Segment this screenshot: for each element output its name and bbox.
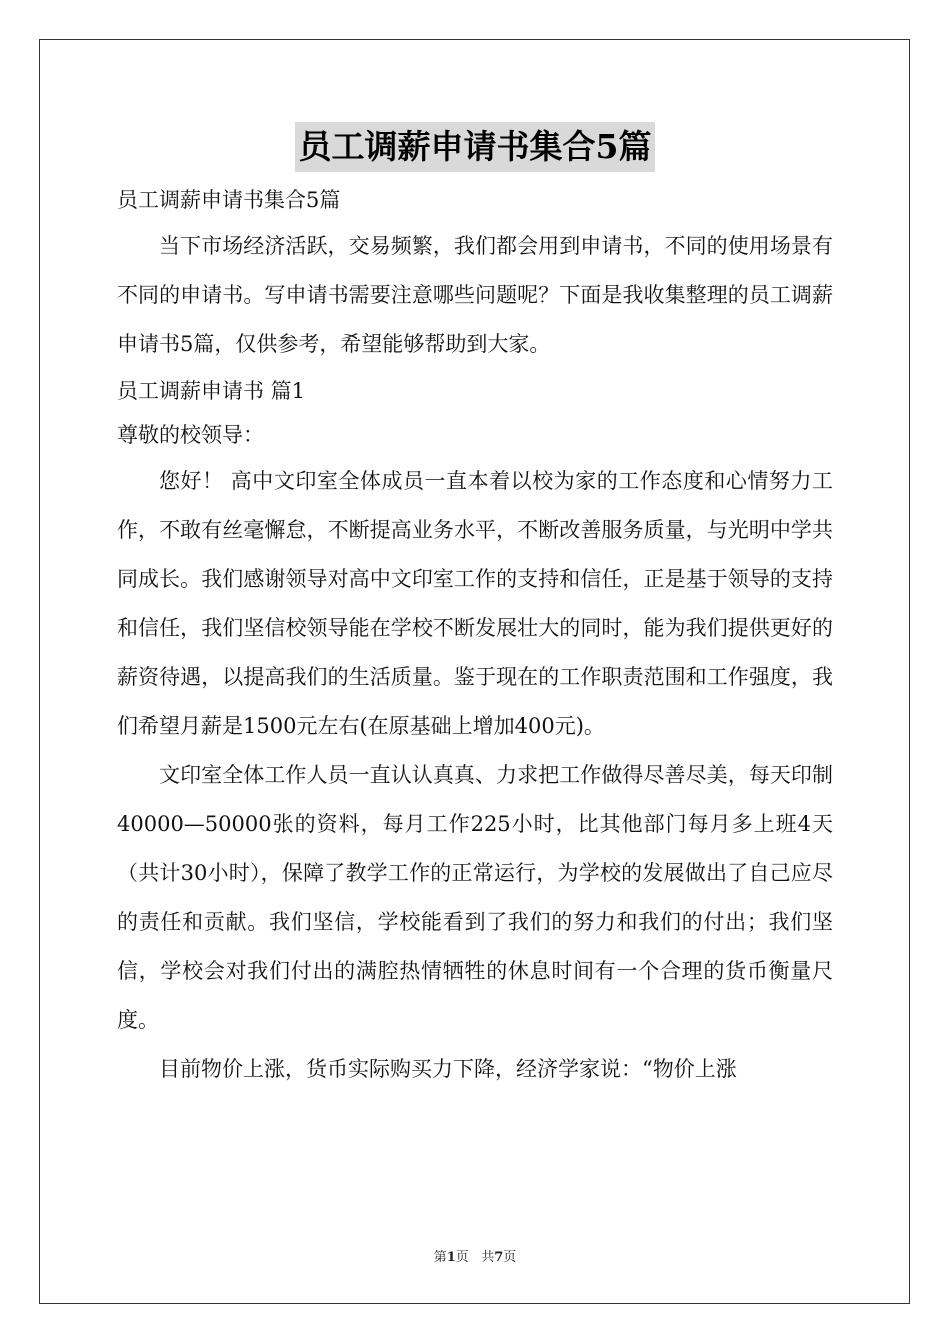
salutation: 尊敬的校领导： xyxy=(117,423,264,447)
document-title: 员工调薪申请书集合5篇 xyxy=(295,122,656,172)
footer-page-suffix: 页 xyxy=(503,1250,517,1265)
footer-page-mid: 页 共 xyxy=(455,1250,495,1265)
body-paragraph-3: 目前物价上涨，货币实际购买力下降，经济学家说：“物价上涨 xyxy=(159,1057,737,1081)
title-container xyxy=(0,122,950,172)
document-body xyxy=(117,178,833,1094)
footer-page-current: 1 xyxy=(446,1250,456,1265)
intro-paragraph: 当下市场经济活跃，交易频繁，我们都会用到申请书，不同的使用场景有不同的申请书。写申请书需要注意哪些问题呢？下面是我收集整理的员工调薪申请书5篇，仅供参考，希望能够帮助到大家。 xyxy=(117,234,833,356)
footer-page-total: 7 xyxy=(494,1250,504,1265)
document-subtitle: 员工调薪申请书集合5篇 xyxy=(117,188,341,212)
body-paragraph-1: 您好！ 高中文印室全体成员一直本着以校为家的工作态度和心情努力工作，不敢有丝毫懈怠，不断提高业务水平，不断改善服务质量，与光明中学共同成长。我们感谢领导对高中文印室工作的支持和信任，正是基于领导的支持和信任，我们坚信校领导能在学校不断发展壮大的同时，能为我们提供更好的薪资待遇，以提高我们的生活质量。鉴于现在的工作职责范围和工作强度，我们希望月薪是1500元左右(在原基础上增加400元)。 xyxy=(117,469,833,738)
footer-page-prefix: 第 xyxy=(433,1250,447,1265)
body-paragraph-2: 文印室全体工作人员一直认认真真、力求把工作做得尽善尽美，每天印制40000—50000张的资料，每月工作225小时，比其他部门每月多上班4天（共计30小时），保障了教学工作的正常运行，为学校的发展做出了自己应尽的责任和贡献。我们坚信，学校能看到了我们的努力和我们的付出；我们坚信，学校会对我们付出的满腔热情牺牲的休息时间有一个合理的货币衡量尺度。 xyxy=(117,763,833,1032)
page-footer xyxy=(0,1246,950,1265)
section-heading: 员工调薪申请书 篇1 xyxy=(117,379,306,403)
